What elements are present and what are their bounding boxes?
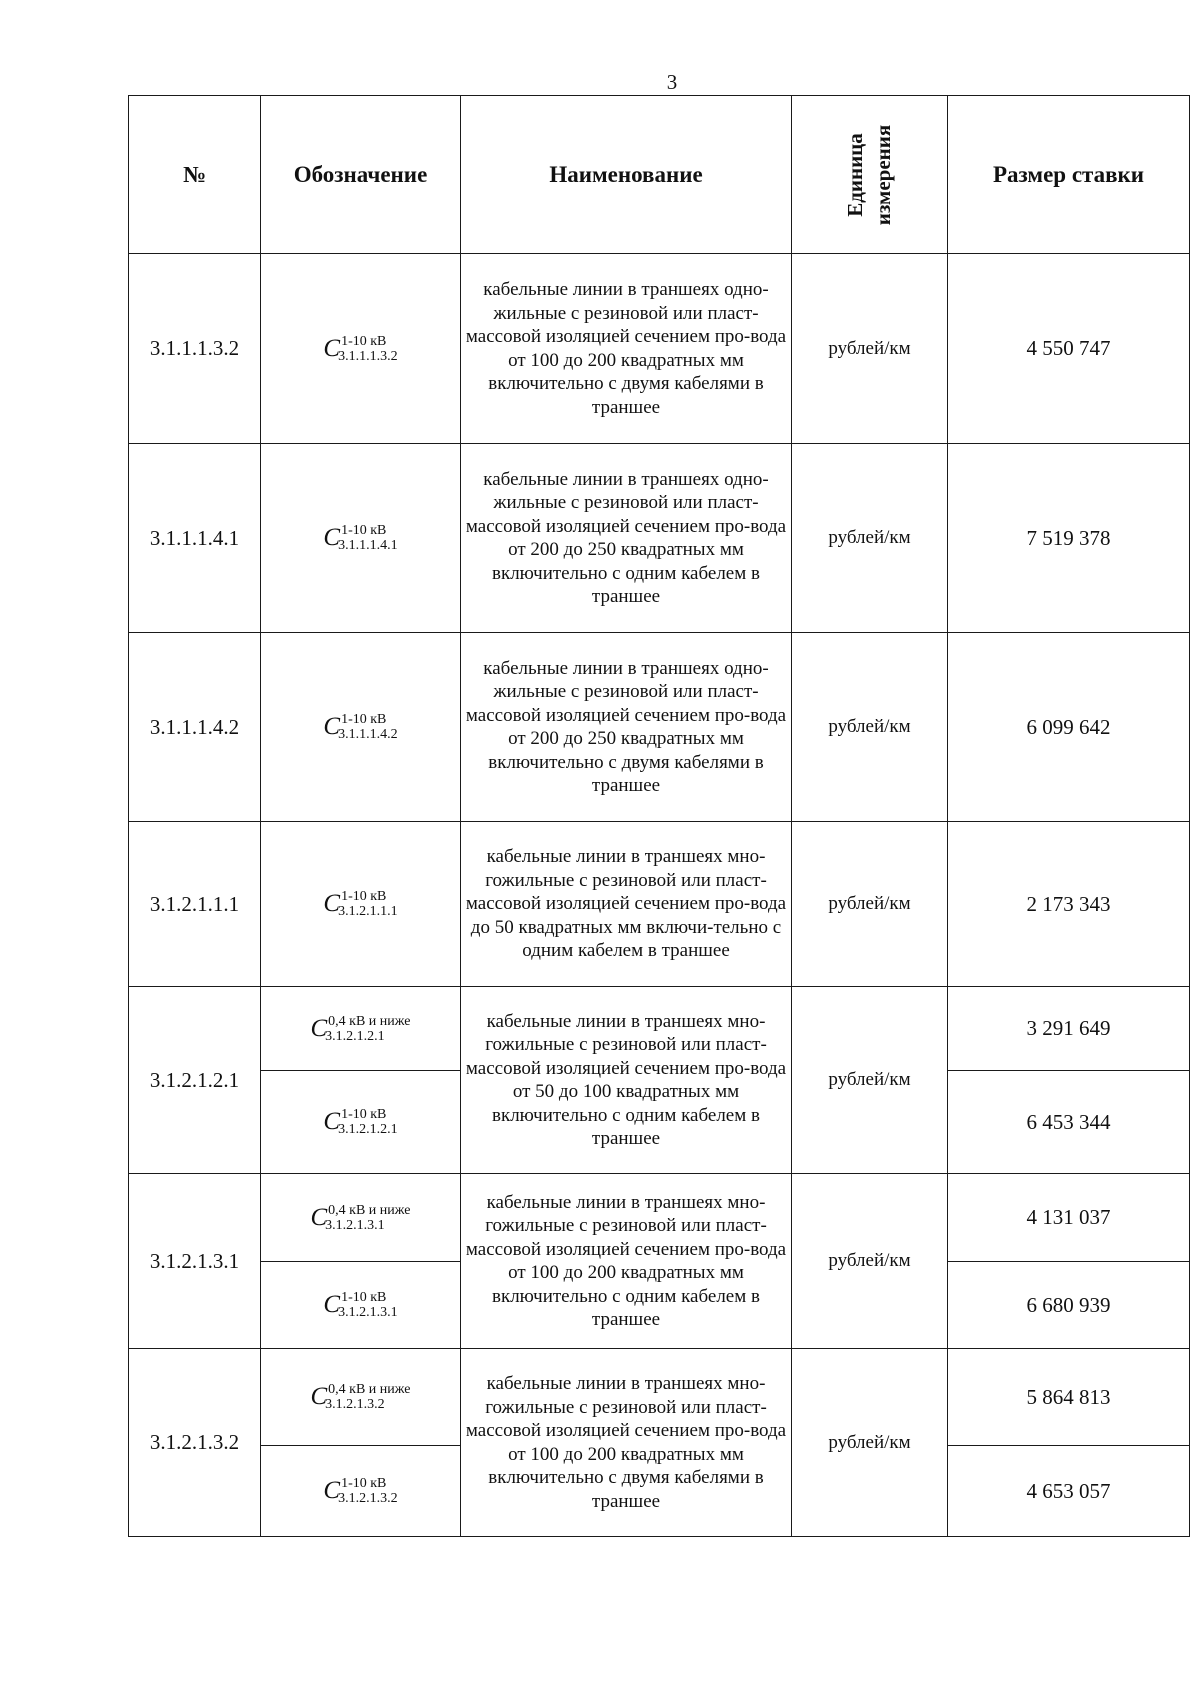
row-unit: рублей/км — [792, 633, 948, 822]
header-unit-text — [842, 124, 898, 224]
designation — [323, 523, 397, 553]
designation — [323, 712, 397, 742]
designation-voltage: 1-10 кВ — [341, 1476, 387, 1491]
designation-voltage: 1-10 кВ — [341, 712, 387, 727]
header-unit-line1: Единица — [843, 132, 868, 217]
designation-cell — [261, 444, 461, 633]
row-name: кабельные линии в траншеях мно-гожильные с резиновой или пласт-массовой изоляцией сечением про-вода от 100 до 200 квадратных мм включительно с двумя кабелями в траншее — [461, 1349, 792, 1537]
row-number: 3.1.1.1.3.2 — [129, 254, 261, 444]
row-name: кабельные линии в траншеях одно-жильные с резиновой или пласт-массовой изоляцией сечением про-вода от 100 до 200 квадратных мм включительно с двумя кабелями в траншее — [461, 254, 792, 444]
header-designation: Обозначение — [261, 96, 461, 254]
designation-scripts — [325, 1202, 411, 1233]
designation-scripts — [325, 1013, 411, 1044]
designation-scripts — [338, 1107, 398, 1137]
designation-cell — [261, 1174, 461, 1262]
table-body — [129, 254, 1190, 1537]
row-number: 3.1.2.1.2.1 — [129, 987, 261, 1174]
designation-voltage: 1-10 кВ — [341, 333, 387, 349]
row-number: 3.1.2.1.3.2 — [129, 1349, 261, 1537]
designation — [323, 1107, 397, 1137]
designation-voltage: 1-10 кВ — [341, 1107, 387, 1122]
page-number: 3 — [666, 70, 678, 94]
row-rate: 4 131 037 — [948, 1174, 1190, 1262]
designation-index: 3.1.2.1.3.2 — [325, 1397, 385, 1412]
designation-index: 3.1.2.1.1.1 — [338, 904, 398, 919]
designation-index: 3.1.2.1.3.1 — [325, 1217, 385, 1233]
designation-voltage: 0,4 кВ и ниже — [328, 1202, 411, 1218]
row-rate: 3 291 649 — [948, 987, 1190, 1071]
designation-symbol: C — [323, 713, 341, 740]
header-row — [129, 96, 1190, 254]
designation — [323, 334, 397, 364]
table-row — [129, 633, 1190, 822]
designation-index: 3.1.2.1.2.1 — [325, 1028, 385, 1044]
row-name: кабельные линии в траншеях мно-гожильные с резиновой или пласт-массовой изоляцией сечением про-вода до 50 квадратных мм включи-тельно с одним кабелем в траншее — [461, 822, 792, 987]
designation-cell — [261, 1262, 461, 1349]
designation-cell — [261, 822, 461, 987]
table-row — [129, 444, 1190, 633]
row-unit: рублей/км — [792, 1349, 948, 1537]
row-rate: 6 099 642 — [948, 633, 1190, 822]
designation-cell — [261, 1446, 461, 1537]
designation-symbol: C — [323, 334, 341, 362]
rates-table — [128, 95, 1190, 1537]
row-number: 3.1.1.1.4.1 — [129, 444, 261, 633]
row-number: 3.1.2.1.3.1 — [129, 1174, 261, 1349]
designation-symbol: C — [323, 1291, 341, 1318]
row-name: кабельные линии в траншеях мно-гожильные с резиновой или пласт-массовой изоляцией сечением про-вода от 50 до 100 квадратных мм включительно с одним кабелем в траншее — [461, 987, 792, 1174]
designation-scripts — [338, 889, 398, 919]
table-row — [129, 1174, 1190, 1262]
header-unit-line2: измерения — [871, 124, 896, 225]
row-unit: рублей/км — [792, 444, 948, 633]
designation-index: 3.1.2.1.3.1 — [338, 1305, 398, 1320]
designation-symbol: C — [323, 524, 341, 551]
table-row — [129, 987, 1190, 1071]
designation-voltage: 0,4 кВ и ниже — [328, 1013, 411, 1029]
table-row — [129, 254, 1190, 444]
row-unit: рублей/км — [792, 987, 948, 1174]
designation-cell — [261, 633, 461, 822]
row-name: кабельные линии в траншеях одно-жильные с резиновой или пласт-массовой изоляцией сечением про-вода от 200 до 250 квадратных мм включительно с одним кабелем в траншее — [461, 444, 792, 633]
row-rate: 5 864 813 — [948, 1349, 1190, 1446]
row-rate: 6 453 344 — [948, 1071, 1190, 1174]
designation-symbol: C — [323, 1477, 341, 1504]
row-rate: 2 173 343 — [948, 822, 1190, 987]
designation-index: 3.1.2.1.3.2 — [338, 1491, 398, 1506]
designation-symbol: C — [310, 1014, 328, 1042]
designation — [323, 1290, 397, 1320]
row-rate: 4 653 057 — [948, 1446, 1190, 1537]
header-rate: Размер ставки — [948, 96, 1190, 254]
designation-voltage: 1-10 кВ — [341, 1290, 387, 1305]
row-rate: 4 550 747 — [948, 254, 1190, 444]
designation — [323, 1476, 397, 1506]
designation — [310, 1014, 410, 1044]
row-number: 3.1.1.1.4.2 — [129, 633, 261, 822]
designation-symbol: C — [323, 890, 341, 917]
designation-symbol: C — [323, 1108, 341, 1135]
designation-scripts — [325, 1382, 411, 1412]
designation-scripts — [338, 333, 398, 364]
row-unit: рублей/км — [792, 254, 948, 444]
designation-cell — [261, 987, 461, 1071]
designation — [310, 1382, 410, 1412]
designation-scripts — [338, 712, 398, 742]
designation-voltage: 0,4 кВ и ниже — [328, 1382, 411, 1397]
designation-cell — [261, 1071, 461, 1174]
header-num: № — [129, 96, 261, 254]
designation-symbol: C — [310, 1383, 328, 1410]
header-name: Наименование — [461, 96, 792, 254]
designation-scripts — [338, 1290, 398, 1320]
row-rate: 7 519 378 — [948, 444, 1190, 633]
designation — [310, 1203, 410, 1233]
designation-voltage: 1-10 кВ — [341, 523, 387, 538]
row-unit: рублей/км — [792, 1174, 948, 1349]
row-number: 3.1.2.1.1.1 — [129, 822, 261, 987]
row-rate: 6 680 939 — [948, 1262, 1190, 1349]
designation-scripts — [338, 1476, 398, 1506]
designation-cell — [261, 254, 461, 444]
designation-voltage: 1-10 кВ — [341, 889, 387, 904]
table-row — [129, 822, 1190, 987]
row-name: кабельные линии в траншеях мно-гожильные с резиновой или пласт-массовой изоляцией сечением про-вода от 100 до 200 квадратных мм включительно с одним кабелем в траншее — [461, 1174, 792, 1349]
designation-index: 3.1.2.1.2.1 — [338, 1122, 398, 1137]
row-unit: рублей/км — [792, 822, 948, 987]
designation-index: 3.1.1.1.4.2 — [338, 727, 398, 742]
designation-cell — [261, 1349, 461, 1446]
header-unit — [792, 96, 948, 254]
designation-scripts — [338, 523, 398, 553]
designation-index: 3.1.1.1.3.2 — [338, 348, 398, 364]
designation — [323, 889, 397, 919]
designation-symbol: C — [310, 1203, 328, 1231]
designation-index: 3.1.1.1.4.1 — [338, 538, 398, 553]
row-name: кабельные линии в траншеях одно-жильные с резиновой или пласт-массовой изоляцией сечением про-вода от 200 до 250 квадратных мм включительно с двумя кабелями в траншее — [461, 633, 792, 822]
table-row — [129, 1349, 1190, 1446]
